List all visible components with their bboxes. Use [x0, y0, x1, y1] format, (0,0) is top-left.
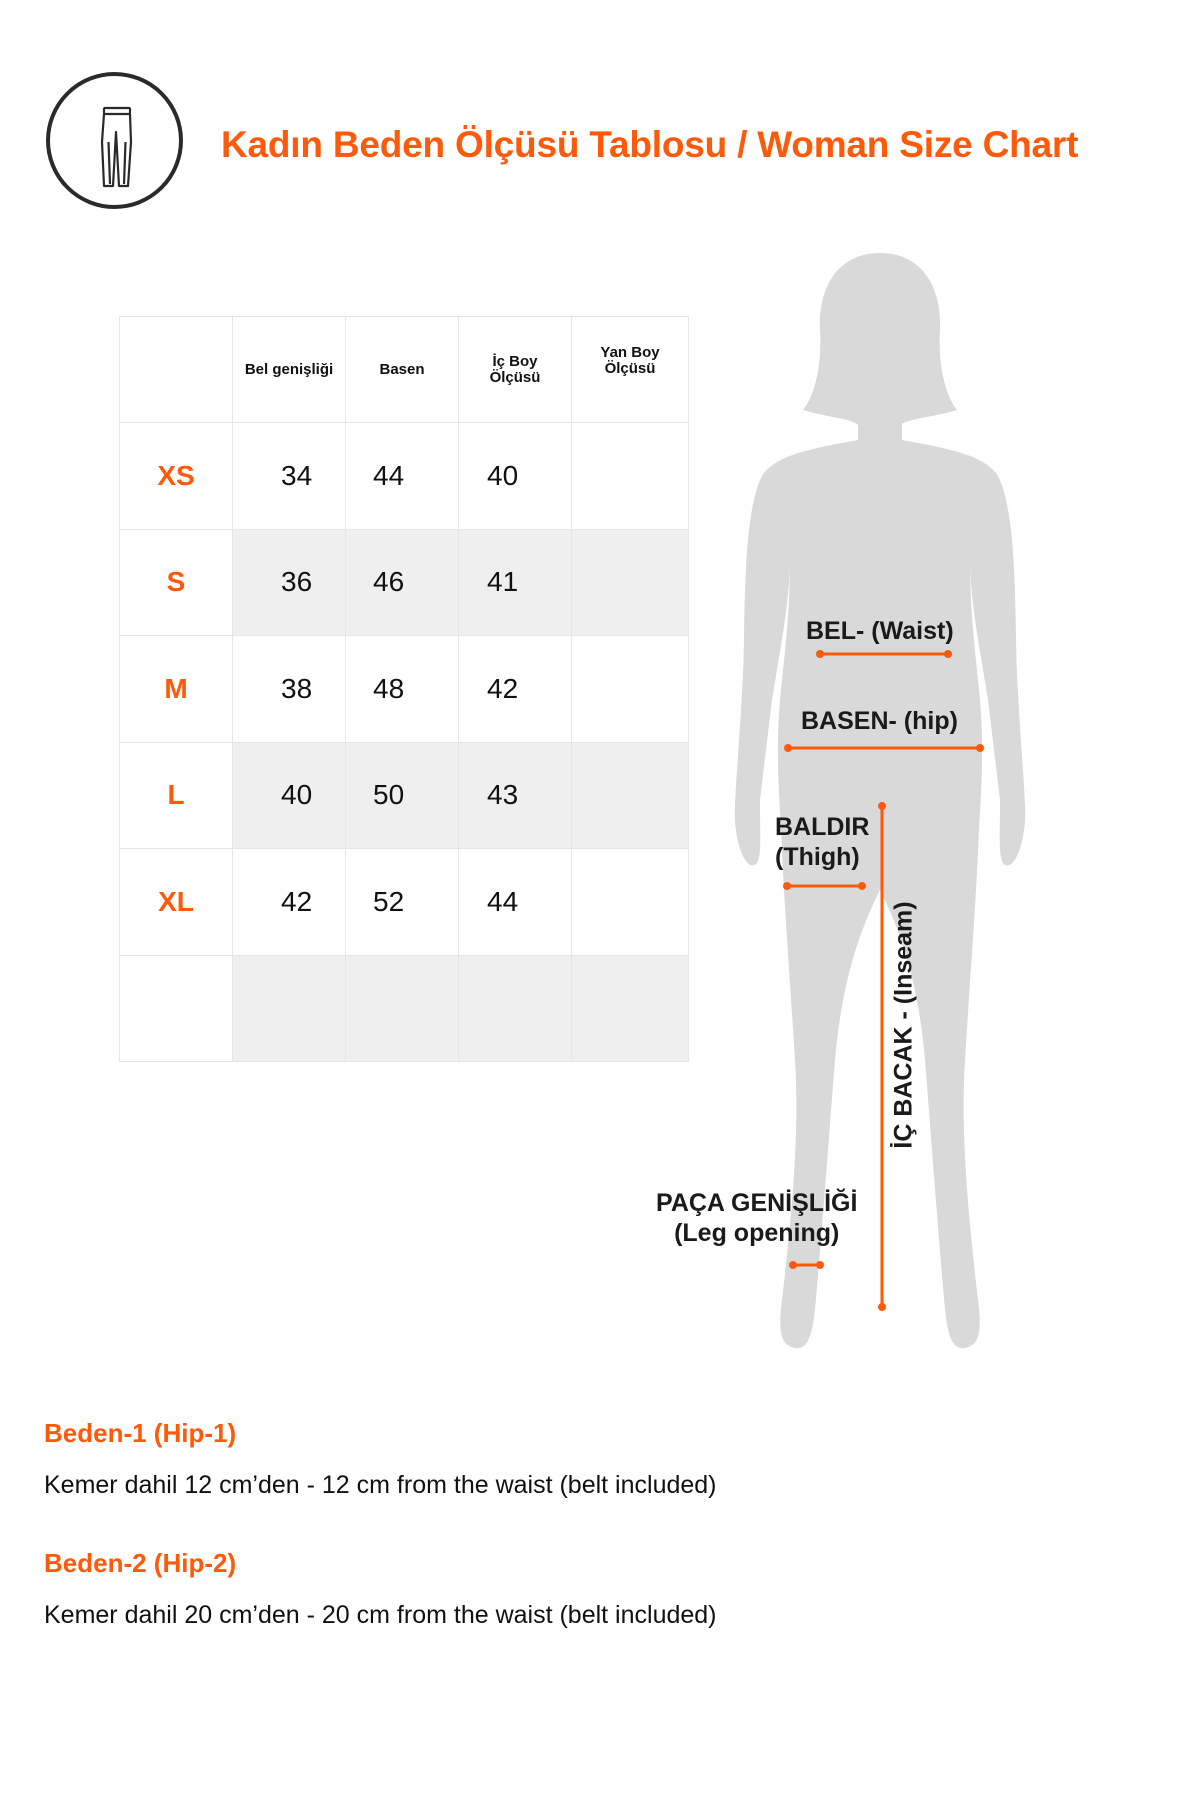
waist-cell: 36	[233, 529, 346, 636]
inner-length-cell: 44	[459, 849, 572, 956]
hip-cell: 46	[346, 529, 459, 636]
waist-label: BEL- (Waist)	[806, 617, 954, 645]
thigh-label-line1: BALDIR	[775, 813, 870, 841]
table-header-side-length-line2: Ölçüsü	[604, 360, 656, 377]
note-heading-hip-2: Beden-2 (Hip-2)	[44, 1548, 237, 1578]
inner-length-cell: 41	[459, 529, 572, 636]
size-cell: M	[120, 636, 233, 743]
waist-cell: 38	[233, 636, 346, 743]
hip-cell: 52	[346, 849, 459, 956]
size-cell: S	[120, 529, 233, 636]
table-header-side-length-line1: Yan Boy	[600, 344, 660, 361]
table-header-hip: Basen	[346, 317, 459, 423]
table-header-inner-length-line1: İç Boy	[492, 352, 538, 370]
waist-cell: 40	[233, 742, 346, 849]
hip-cell: 44	[346, 423, 459, 530]
inner-length-cell: 42	[459, 636, 572, 743]
table-header-inner-length-line2: Ölçüsü	[489, 368, 541, 386]
size-cell: L	[120, 742, 233, 849]
leg-opening-label-line2: (Leg opening)	[674, 1219, 840, 1247]
note-text-hip-2: Kemer dahil 20 cm’den - 20 cm from the waist (belt included)	[44, 1601, 717, 1629]
waist-cell: 42	[233, 849, 346, 956]
note-heading-hip-1: Beden-1 (Hip-1)	[44, 1418, 237, 1448]
hip-cell: 48	[346, 636, 459, 743]
thigh-label	[775, 812, 869, 872]
inner-length-cell: 43	[459, 742, 572, 849]
size-cell: XS	[120, 423, 233, 530]
size-cell: XL	[120, 849, 233, 956]
hip-cell: 50	[346, 742, 459, 849]
hip-label: BASEN- (hip)	[801, 707, 958, 735]
leg-opening-label	[656, 1188, 857, 1248]
note-text-hip-1: Kemer dahil 12 cm’den - 12 cm from the waist (belt included)	[44, 1471, 717, 1499]
waist-cell: 34	[233, 423, 346, 530]
inseam-label: İÇ BACAK - (Inseam)	[889, 901, 918, 1149]
leg-opening-label-line1: PAÇA GENİŞLİĞİ	[656, 1189, 858, 1217]
table-header-waist: Bel genişliği	[233, 317, 346, 423]
body-silhouette	[735, 253, 1025, 1348]
page-title: Kadın Beden Ölçüsü Tablosu / Woman Size Chart	[221, 124, 1079, 165]
inner-length-cell: 40	[459, 423, 572, 530]
thigh-label-line2: (Thigh)	[775, 843, 860, 871]
